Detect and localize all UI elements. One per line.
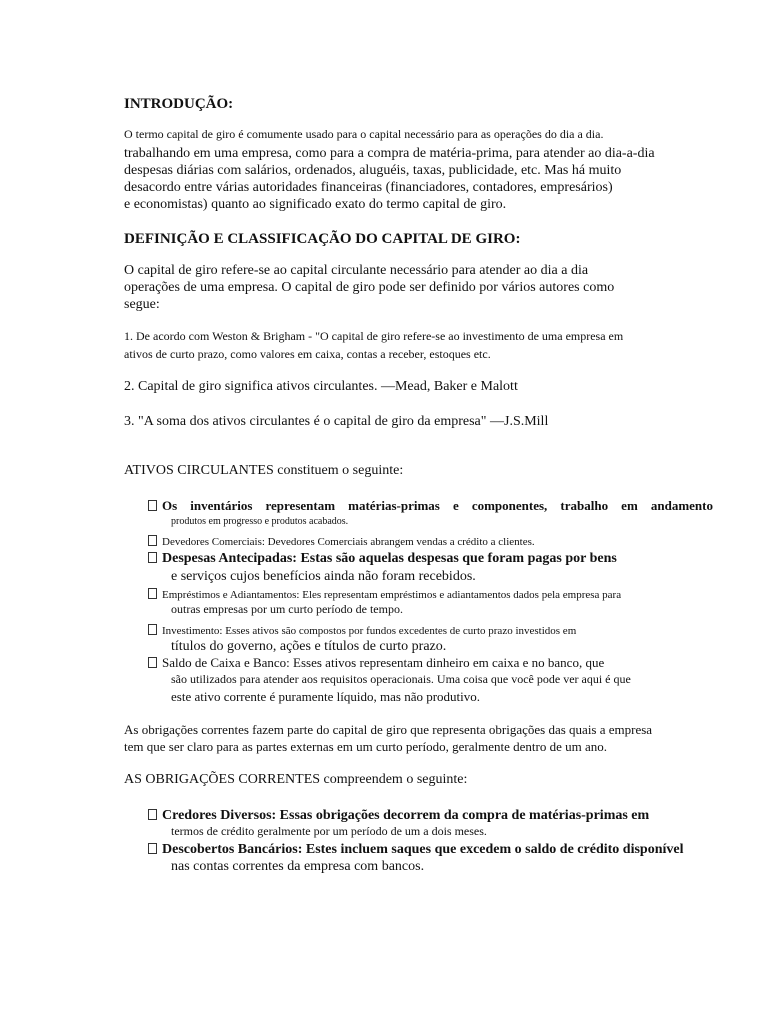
- definition-paragraph-line-3: segue:: [124, 297, 160, 312]
- asset-bullet-investment: [148, 624, 576, 638]
- asset-bullet-cash-cont-2: este ativo corrente é puramente líquido, mas não produtivo.: [171, 689, 481, 704]
- checkbox-glyph-icon: [148, 552, 157, 563]
- asset-bullet-loans: [148, 588, 621, 602]
- definition-paragraph-line-2: operações de uma empresa. O capital de giro pode ser definido por vários autores como: [124, 280, 615, 295]
- intro-line-5: e economistas) quanto ao significado exato do termo capital de giro.: [124, 197, 507, 212]
- intro-line-2: trabalhando em uma empresa, como para a compra de matéria-prima, para atender ao dia-a-dia: [124, 146, 655, 161]
- asset-bullet-debtors: [148, 535, 535, 549]
- checkbox-glyph-icon: [148, 809, 157, 820]
- asset-bullet-cash-text: Saldo de Caixa e Banco: Esses ativos representam dinheiro em caixa e no banco, que: [162, 655, 605, 670]
- definition-heading: DEFINIÇÃO E CLASSIFICAÇÃO DO CAPITAL DE GIRO:: [124, 231, 521, 247]
- asset-bullet-debtors-text: Devedores Comerciais: Devedores Comerciais abrangem vendas a crédito a clientes.: [162, 536, 535, 548]
- liability-bullet-creditors-text: Credores Diversos: Essas obrigações decorrem da compra de matérias-primas em: [162, 808, 650, 823]
- definition-item-3: 3. "A soma dos ativos circulantes é o capital de giro da empresa" —J.S.Mill: [124, 414, 549, 429]
- asset-bullet-cash-cont-1: são utilizados para atender aos requisitos operacionais. Uma coisa que você pode ver aqui é que: [171, 672, 631, 686]
- liabilities-paragraph-line-1: As obrigações correntes fazem parte do capital de giro que representa obrigações das quais a empresa: [124, 722, 653, 737]
- definition-item-1-line-1: 1. De acordo com Weston & Brigham - "O capital de giro refere-se ao investimento de uma empresa em: [124, 329, 624, 343]
- asset-bullet-investment-cont: títulos do governo, ações e títulos de curto prazo.: [171, 639, 447, 654]
- checkbox-glyph-icon: [148, 843, 157, 854]
- asset-bullet-prepaid: [148, 551, 617, 567]
- asset-bullet-inventory-text: Os inventários representam matérias-primas e componentes, trabalho em andamento: [162, 498, 713, 513]
- definition-item-1-line-2: ativos de curto prazo, como valores em caixa, contas a receber, estoques etc.: [124, 347, 491, 361]
- asset-bullet-investment-text: Investimento: Esses ativos são compostos por fundos excedentes de curto prazo investidos em: [162, 625, 577, 637]
- current-assets-intro: ATIVOS CIRCULANTES constituem o seguinte:: [124, 463, 404, 478]
- checkbox-glyph-icon: [148, 657, 157, 668]
- definition-item-2: 2. Capital de giro significa ativos circulantes. —Mead, Baker e Malott: [124, 379, 518, 394]
- liability-bullet-overdrafts-text: Descobertos Bancários: Estes incluem saques que excedem o saldo de crédito disponível: [162, 842, 684, 857]
- liability-bullet-creditors-cont: termos de crédito geralmente por um período de um a dois meses.: [171, 824, 487, 838]
- asset-bullet-loans-cont: outras empresas por um curto período de tempo.: [171, 602, 403, 616]
- liability-bullet-creditors: [148, 808, 649, 824]
- asset-bullet-inventory-cont: produtos em progresso e produtos acabados.: [171, 516, 349, 527]
- checkbox-glyph-icon: [148, 588, 157, 599]
- liabilities-paragraph-line-2: tem que ser claro para as partes externas em um curto período, geralmente dentro de um ano.: [124, 739, 607, 754]
- asset-bullet-inventory: [148, 499, 713, 514]
- asset-bullet-loans-text: Empréstimos e Adiantamentos: Eles representam empréstimos e adiantamentos dados pela empresa para: [162, 589, 622, 601]
- checkbox-glyph-icon: [148, 535, 157, 546]
- liability-bullet-overdrafts: [148, 842, 683, 858]
- liability-bullet-overdrafts-cont: nas contas correntes da empresa com bancos.: [171, 859, 425, 874]
- checkbox-glyph-icon: [148, 624, 157, 635]
- asset-bullet-prepaid-cont: e serviços cujos benefícios ainda não foram recebidos.: [171, 569, 476, 584]
- liabilities-intro: AS OBRIGAÇÕES CORRENTES compreendem o seguinte:: [124, 772, 468, 787]
- intro-heading: INTRODUÇÃO:: [124, 96, 234, 112]
- intro-line-1: O termo capital de giro é comumente usado para o capital necessário para as operações do dia a dia.: [124, 127, 604, 141]
- asset-bullet-prepaid-text: Despesas Antecipadas: Estas são aquelas despesas que foram pagas por bens: [162, 551, 617, 566]
- intro-line-4: desacordo entre várias autoridades financeiras (financiadores, contadores, empresários): [124, 180, 613, 195]
- asset-bullet-cash: [148, 656, 604, 671]
- checkbox-glyph-icon: [148, 500, 157, 511]
- definition-paragraph-line-1: O capital de giro refere-se ao capital circulante necessário para atender ao dia a dia: [124, 263, 589, 278]
- intro-line-3: despesas diárias com salários, ordenados, aluguéis, taxas, publicidade, etc. Mas há muito: [124, 163, 622, 178]
